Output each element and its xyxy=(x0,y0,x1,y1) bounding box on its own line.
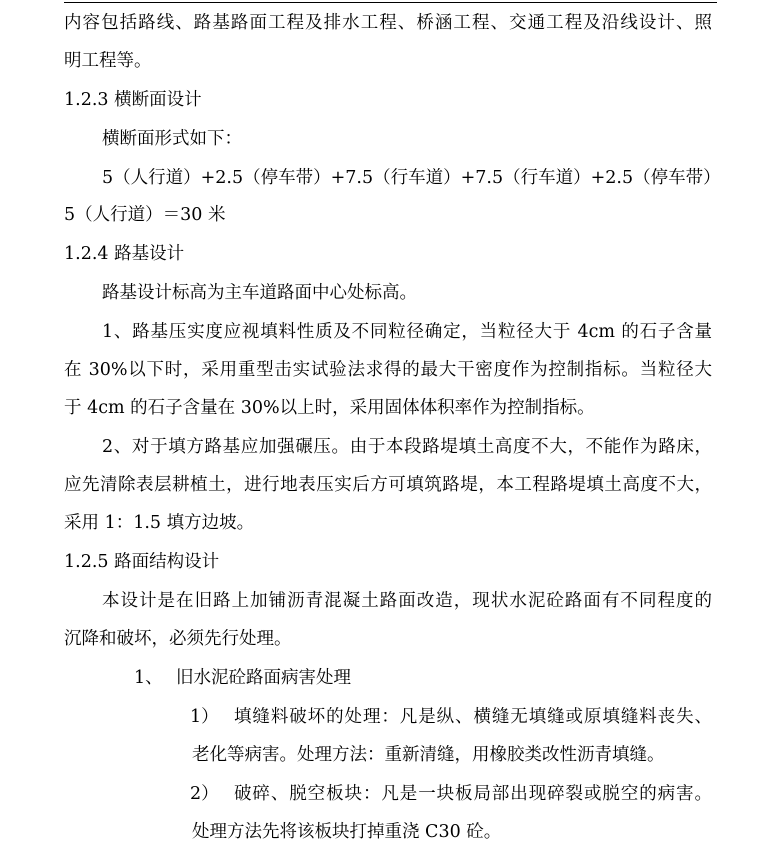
subgrade-item-1-line-2: 在 30%以下时，采用重型击实试验法求得的最大干密度作为控制指标。当粒径大 xyxy=(64,360,712,380)
subgrade-elevation-paragraph: 路基设计标高为主车道路面中心处标高。 xyxy=(102,283,417,303)
section-heading-1-2-4: 1.2.4 路基设计 xyxy=(64,244,185,264)
sub-item-2-line-2: 处理方法先将该板块打掉重浇 C30 砼。 xyxy=(192,822,502,842)
pavement-paragraph-line-2: 沉降和破坏，必须先行处理。 xyxy=(64,629,292,649)
section-heading-1-2-5: 1.2.5 路面结构设计 xyxy=(64,552,220,572)
subgrade-item-1-line-1: 1、路基压实度应视填料性质及不同粒径确定，当粒径大于 4cm 的石子含量 xyxy=(102,322,712,342)
list-item-1-text: 旧水泥砼路面病害处理 xyxy=(176,668,351,688)
cross-section-formula-line-1: 5（人行道）+2.5（停车带）+7.5（行车道）+7.5（行车道）+2.5（停车带） xyxy=(102,168,721,188)
sub-item-2-line-1: 破碎、脱空板块：凡是一块板局部出现碎裂或脱空的病害。 xyxy=(234,784,712,804)
cross-section-form-label: 横断面形式如下： xyxy=(102,129,242,149)
subgrade-item-2-line-3: 采用 1：1.5 填方边坡。 xyxy=(64,513,255,533)
list-item-1-number: 1、 xyxy=(134,668,163,688)
sub-item-2-number: 2） xyxy=(190,784,219,804)
page-top-rule xyxy=(64,2,717,3)
subgrade-item-1-line-3: 于 4cm 的石子含量在 30%以上时，采用固体体积率作为控制指标。 xyxy=(64,398,595,418)
sub-item-1-line-2: 老化等病害。处理方法：重新清缝，用橡胶类改性沥青填缝。 xyxy=(192,745,665,765)
intro-paragraph-line-1: 内容包括路线、路基路面工程及排水工程、桥涵工程、交通工程及沿线设计、照 xyxy=(64,13,712,33)
subgrade-item-2-line-1: 2、对于填方路基应加强碾压。由于本段路堤填土高度不大，不能作为路床， xyxy=(102,437,712,457)
sub-item-1-number: 1） xyxy=(190,707,219,727)
intro-paragraph-line-2: 明工程等。 xyxy=(64,51,152,71)
cross-section-formula-line-2: 5（人行道）＝30 米 xyxy=(64,205,226,225)
section-heading-1-2-3: 1.2.3 横断面设计 xyxy=(64,90,202,110)
sub-item-1-line-1: 填缝料破坏的处理：凡是纵、横缝无填缝或原填缝料丧失、 xyxy=(234,707,712,727)
pavement-paragraph-line-1: 本设计是在旧路上加铺沥青混凝土路面改造，现状水泥砼路面有不同程度的 xyxy=(102,591,712,611)
subgrade-item-2-line-2: 应先清除表层耕植土，进行地表压实后方可填筑路堤，本工程路堤填土高度不大， xyxy=(64,475,712,495)
